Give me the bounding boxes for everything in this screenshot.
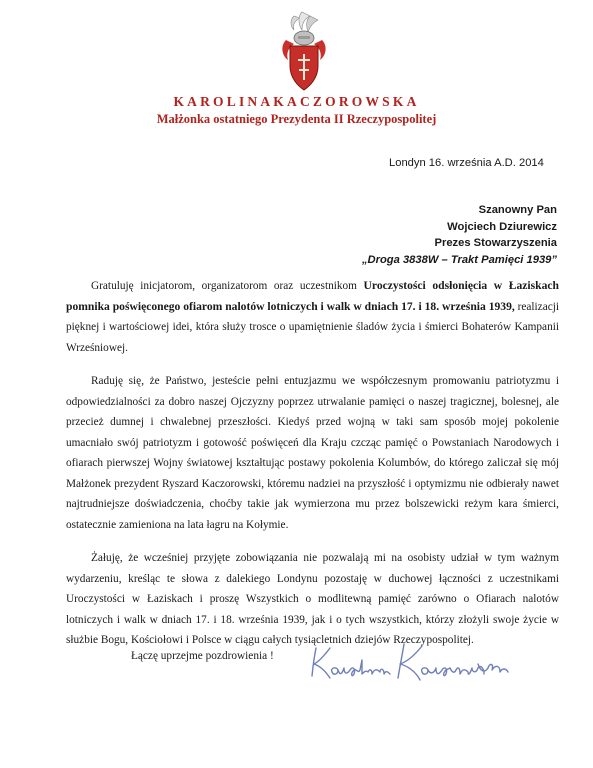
handwritten-signature (300, 634, 515, 684)
sender-title: Małżonka ostatniego Prezydenta II Rzeczypospolitej (156, 112, 437, 126)
letter-body (66, 276, 559, 664)
sender-name: KAROLINAKACZOROWSKA (173, 94, 420, 109)
addressee-position: Prezes Stowarzyszenia (434, 237, 557, 250)
body-paragraph-3: Żałuję, że wcześniej przyjęte zobowiązania nie pozwalają mi na osobisty udział w tym ważnym wydarzeniu, kreśląc te słowa z dalekiego Londynu pozostaję w duchowej łączności z uczestnikami Uroczystości w Łaziskach i proszę Wszystkich o modlitewną pamięć zarówno o Ofiarach nalotów lotniczych i walk w dniach 17. i 18. września 1939, jak i o tych wszystkich, którzy złożyli swoje życie w służbie Bogu, Kościołowi i Polsce w ciągu całych tysiącletnich dziejów Rzeczypospolitej. (66, 552, 559, 646)
addressee-organization: „Droga 3838W – Trakt Pamięci 1939” (361, 253, 557, 266)
addressee-block (362, 202, 557, 268)
paragraph-1-text-b: realizacji pięknej i wartościowej idei, która służy trosce o upamiętnienie śladów życia i śmierci Bohaterów Kampanii Wrześniowej. (66, 300, 559, 354)
body-paragraph-2: Raduję się, że Państwo, jesteście pełni entuzjazmu we współczesnym promowaniu patriotyzmu i odpowiedzialności za dobro naszej Ojczyzny poprzez utrwalanie pamięci o naszej tragicznej, bolesnej, ale przecież dumnej i chwalebnej przeszłości. Kiedyś przed wojną w taki sam sposób mojej pokolenie umacniało swój patriotyzm i gotowość poświęceń dla Kraju czcząc pamięć o Powstaniach Narodowych i ofiarach pierwszej Wojny światowej kształtując postawy pokolenia Kolumbów, do którego zaliczał się mój Małżonek prezydent Ryszard Kaczorowski, któremu nadziei na przyszłość i optymizmu nie odbierały nawet najtrudniejsze doświadczenia, choćby takie jak wymierzona mu przez bolszewicki reżym kara śmierci, ostatecznie zamieniona na lata łagru na Kołymie. (66, 375, 559, 531)
addressee-salutation: Szanowny Pan (478, 204, 557, 216)
body-paragraph-1 (66, 276, 559, 358)
letter-date: Londyn 16. września A.D. 2014 (389, 157, 544, 169)
coat-of-arms-icon (272, 10, 332, 92)
addressee-name: Wojciech Dziurewicz (447, 220, 557, 233)
paragraph-1-bold-text: Uroczystości odsłonięcia w Łaziskach pomnika poświęconego ofiarom nalotów lotniczych i walk w dniach 17. i 18. września 1939, (66, 279, 560, 313)
closing-greeting: Łączę uprzejme pozdrowienia ! (131, 650, 274, 662)
paragraph-1-text-a: Gratuluję inicjatorom, organizatorom oraz uczestnikom (91, 280, 364, 292)
